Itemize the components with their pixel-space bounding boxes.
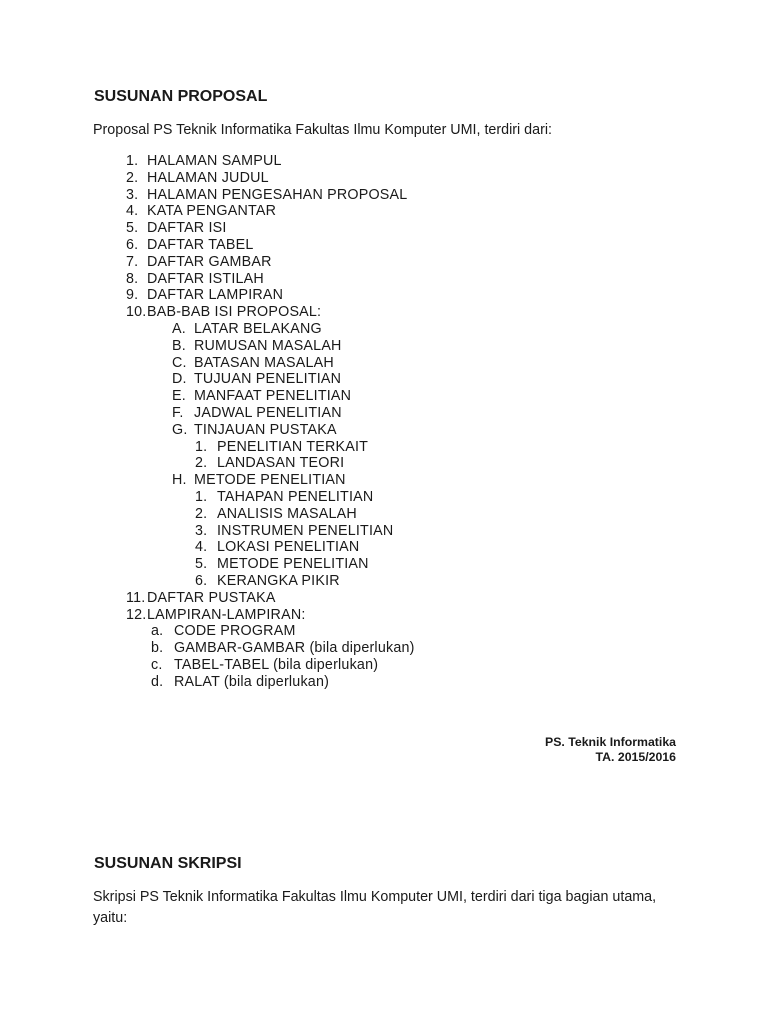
list-item <box>126 203 276 220</box>
list-item-marker: 3. <box>126 186 139 203</box>
list-item-marker: H. <box>172 472 187 489</box>
list-item-marker: 2. <box>126 169 139 186</box>
list-item-marker: a. <box>151 623 164 640</box>
list-item <box>195 439 368 456</box>
proposal-intro: Proposal PS Teknik Informatika Fakultas Ilmu Komputer UMI, terdiri dari: <box>93 122 552 138</box>
list-item <box>195 506 357 523</box>
list-item-text: PENELITIAN TERKAIT <box>217 438 369 455</box>
list-item <box>172 405 342 422</box>
skripsi-intro: Skripsi PS Teknik Informatika Fakultas Ilmu Komputer UMI, terdiri dari tiga bagian utama, yaitu: <box>93 889 657 926</box>
list-item-marker: c. <box>151 657 163 673</box>
list-item-text: TINJAUAN PUSTAKA <box>194 421 337 438</box>
list-item <box>172 355 334 372</box>
list-item-marker: G. <box>172 421 188 438</box>
list-item <box>151 674 329 691</box>
list-item-marker: 5. <box>195 556 208 573</box>
list-item-marker: 2. <box>195 505 208 522</box>
list-item <box>126 254 272 271</box>
list-item-text: DAFTAR LAMPIRAN <box>147 287 284 304</box>
list-item-marker: 7. <box>126 253 139 270</box>
list-item-text: HALAMAN PENGESAHAN PROPOSAL <box>147 186 408 203</box>
list-item-text: KATA PENGANTAR <box>147 203 277 220</box>
list-item <box>172 472 346 489</box>
list-item-text: HALAMAN JUDUL <box>147 169 269 186</box>
list-item-text: DAFTAR TABEL <box>147 237 254 253</box>
list-item-marker: 4. <box>195 539 208 556</box>
list-item-marker: E. <box>172 388 186 405</box>
list-item-text: MANFAAT PENELITIAN <box>194 388 352 405</box>
signature-line-1: PS. Teknik Informatika <box>545 735 676 749</box>
skripsi-title: SUSUNAN SKRIPSI <box>94 855 242 872</box>
list-item-marker: 6. <box>126 237 139 253</box>
list-item-text: LANDASAN TEORI <box>217 455 345 472</box>
list-item-text: TAHAPAN PENELITIAN <box>217 489 374 505</box>
list-item-text: KERANGKA PIKIR <box>217 573 340 589</box>
list-item-text: RALAT (bila diperlukan) <box>174 673 330 690</box>
signature-block <box>545 735 676 765</box>
list-item <box>195 539 359 556</box>
list-item-marker: 1. <box>195 438 208 455</box>
list-item-text: LATAR BELAKANG <box>194 321 322 337</box>
list-item <box>172 422 337 439</box>
list-item-marker: B. <box>172 337 186 354</box>
list-item-marker: A. <box>172 321 186 337</box>
list-item <box>126 153 282 170</box>
list-item <box>195 523 393 540</box>
list-item-text: BAB-BAB ISI PROPOSAL: <box>147 304 322 321</box>
list-item <box>195 556 369 573</box>
list-item <box>126 607 306 624</box>
list-item-marker: b. <box>151 640 164 657</box>
list-item-marker: D. <box>172 371 187 388</box>
list-item-marker: 11. <box>126 589 146 606</box>
list-item <box>151 640 415 657</box>
list-item-marker: 1. <box>126 153 139 169</box>
list-item-text: DAFTAR ISI <box>147 220 227 237</box>
list-item-marker: 2. <box>195 455 208 472</box>
list-item-text: ANALISIS MASALAH <box>217 505 357 522</box>
list-item-text: LAMPIRAN-LAMPIRAN: <box>147 606 306 623</box>
list-item <box>126 590 276 607</box>
list-item-marker: 8. <box>126 270 139 287</box>
list-item <box>126 187 407 204</box>
list-item <box>195 489 373 506</box>
list-item-text: DAFTAR GAMBAR <box>147 253 272 270</box>
list-item-marker: C. <box>172 354 187 371</box>
list-item-marker: 10. <box>126 304 147 321</box>
list-item <box>126 220 227 237</box>
list-item-text: HALAMAN SAMPUL <box>147 153 282 169</box>
list-item <box>126 287 283 304</box>
list-item <box>151 623 296 640</box>
list-item-marker: 9. <box>126 287 139 304</box>
proposal-title: SUSUNAN PROPOSAL <box>94 88 268 105</box>
list-item <box>172 321 322 338</box>
list-item-marker: 4. <box>126 203 139 220</box>
list-item <box>151 657 378 674</box>
list-item-text: JADWAL PENELITIAN <box>194 405 342 421</box>
list-item-text: CODE PROGRAM <box>174 623 296 640</box>
list-item <box>195 573 340 590</box>
list-item-marker: 5. <box>126 220 139 237</box>
list-item-marker: 3. <box>195 522 208 539</box>
list-item-marker: F. <box>172 405 184 421</box>
list-item-marker: d. <box>151 673 164 690</box>
list-item <box>126 237 253 254</box>
list-item-text: GAMBAR-GAMBAR (bila diperlukan) <box>174 640 415 657</box>
list-item-marker: 12. <box>126 606 147 623</box>
list-item <box>126 170 269 187</box>
list-item <box>195 455 344 472</box>
list-item <box>172 388 351 405</box>
list-item-text: INSTRUMEN PENELITIAN <box>217 522 394 539</box>
list-item-text: TABEL-TABEL (bila diperlukan) <box>174 657 379 673</box>
list-item-text: LOKASI PENELITIAN <box>217 539 360 556</box>
list-item-text: BATASAN MASALAH <box>194 354 334 371</box>
list-item-text: TUJUAN PENELITIAN <box>194 371 342 388</box>
list-item <box>126 304 321 321</box>
list-item-marker: 6. <box>195 573 208 589</box>
list-item <box>172 338 342 355</box>
list-item <box>172 371 341 388</box>
list-item-text: METODE PENELITIAN <box>194 472 346 489</box>
list-item-text: DAFTAR ISTILAH <box>147 270 264 287</box>
list-item <box>126 271 264 288</box>
signature-line-2: TA. 2015/2016 <box>595 750 676 764</box>
list-item-marker: 1. <box>195 489 208 505</box>
list-item-text: METODE PENELITIAN <box>217 556 369 573</box>
list-item-text: RUMUSAN MASALAH <box>194 337 342 354</box>
list-item-text: DAFTAR PUSTAKA <box>147 589 276 606</box>
